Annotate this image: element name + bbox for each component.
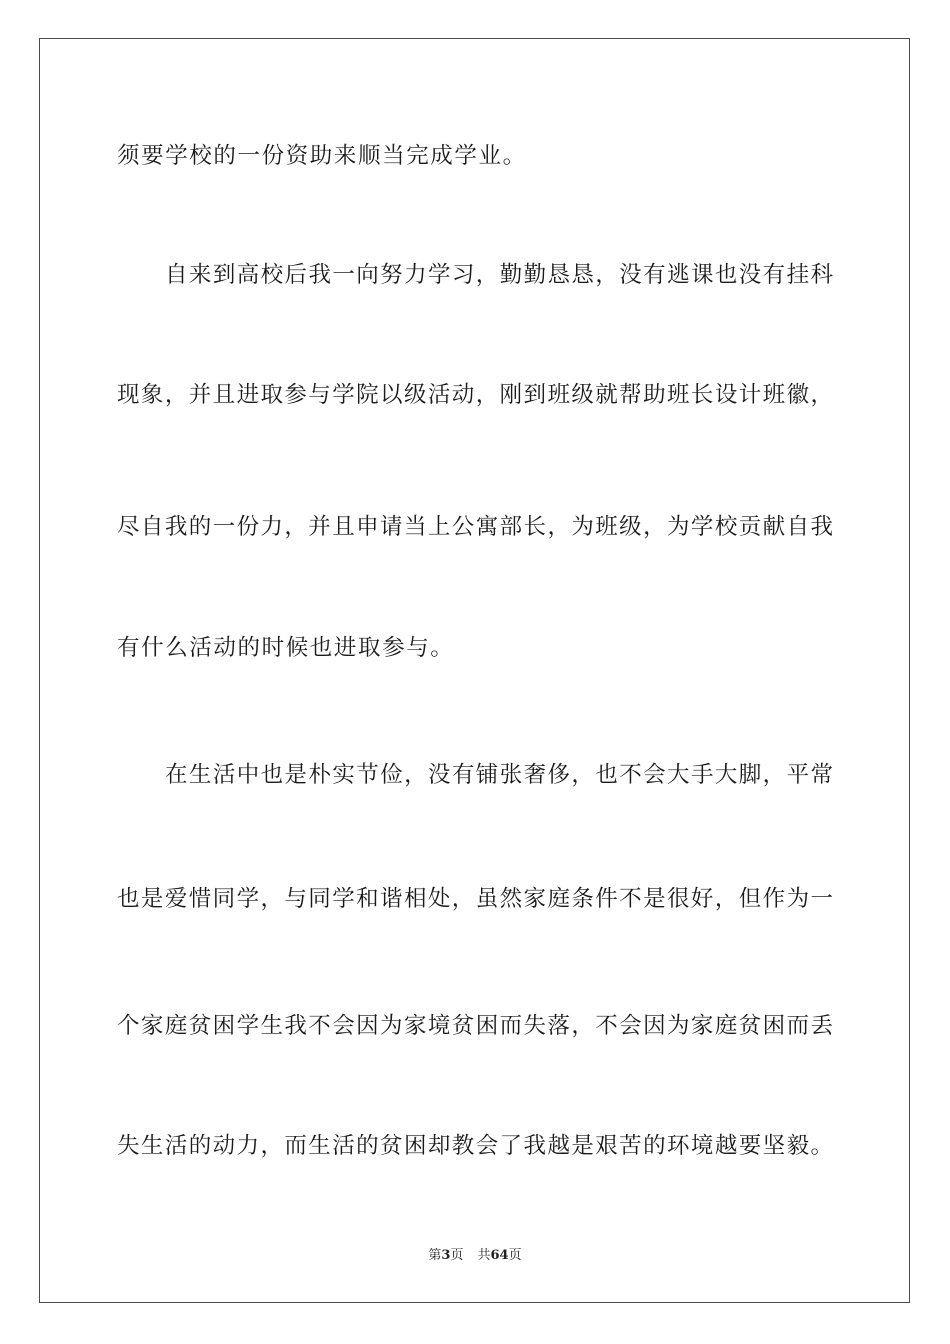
text-line-5: 有什么活动的时候也进取参与。 [117, 635, 455, 661]
text-line-6: 在生活中也是朴实节俭，没有铺张奢侈，也不会大手大脚，平常 [165, 762, 833, 788]
text-line-1: 须要学校的一份资助来顺当完成学业。 [117, 143, 527, 169]
page-prefix: 第 [428, 1248, 442, 1263]
text-line-8: 个家庭贫困学生我不会因为家境贫困而失落，不会因为家庭贫困而丢 [117, 1013, 833, 1039]
text-line-7: 也是爱惜同学，与同学和谐相处，虽然家庭条件不是很好，但作为一 [117, 886, 833, 912]
page-footer [0, 1247, 950, 1265]
page-suffix: 页 [450, 1248, 464, 1263]
text-line-4: 尽自我的一份力，并且申请当上公寓部长，为班级，为学校贡献自我 [117, 514, 833, 540]
text-line-3: 现象，并且进取参与学院以级活动，刚到班级就帮助班长设计班徽， [117, 382, 833, 408]
page-border [39, 38, 910, 1303]
page-number: 3 [441, 1248, 451, 1263]
total-prefix: 共 [477, 1248, 491, 1263]
total-pages: 64 [490, 1248, 509, 1263]
text-line-9: 失生活的动力，而生活的贫困却教会了我越是艰苦的环境越要坚毅。 [117, 1133, 833, 1159]
total-suffix: 页 [508, 1248, 522, 1263]
text-line-2: 自来到高校后我一向努力学习，勤勤恳恳，没有逃课也没有挂科 [165, 262, 833, 288]
